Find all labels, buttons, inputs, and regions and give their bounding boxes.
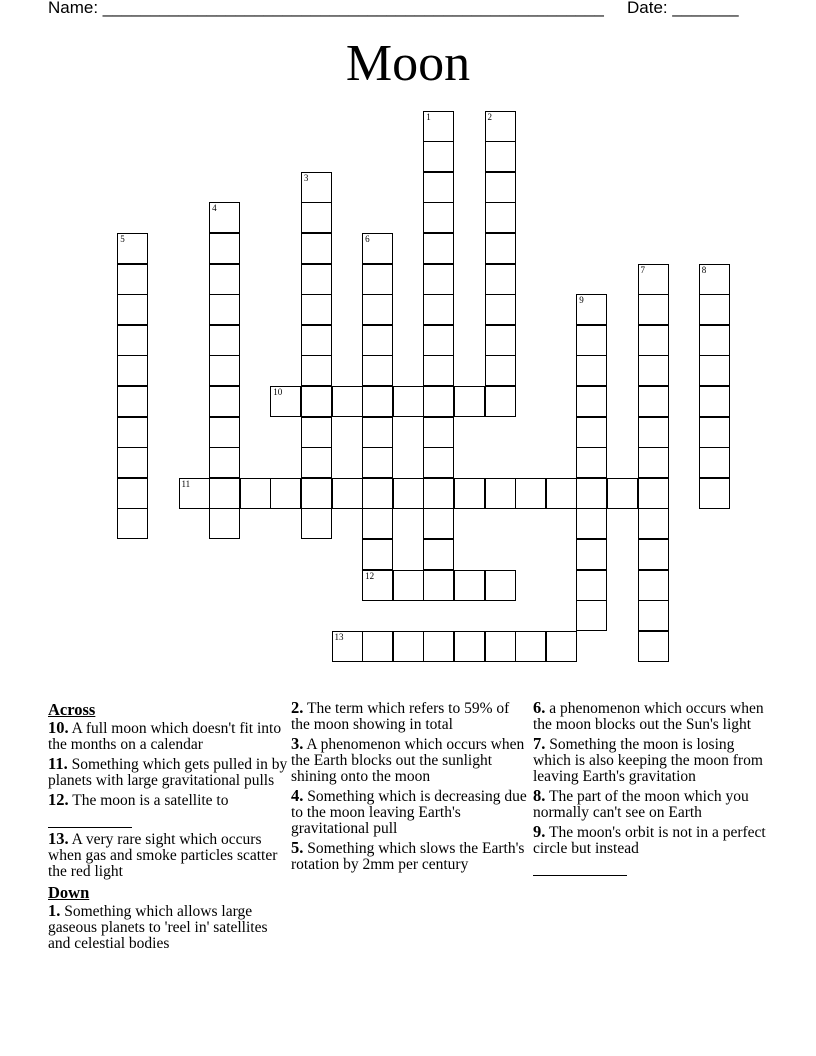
grid-cell[interactable] — [209, 233, 240, 264]
grid-cell[interactable] — [301, 202, 332, 233]
grid-cell[interactable] — [301, 233, 332, 264]
grid-cell[interactable] — [209, 202, 240, 233]
clue-across-12: 12. The moon is a satellite to — [48, 792, 288, 828]
grid-cell[interactable] — [638, 447, 669, 478]
grid-cell[interactable] — [576, 417, 607, 448]
grid-cell[interactable] — [638, 264, 669, 295]
grid-cell[interactable] — [638, 325, 669, 356]
grid-cell[interactable] — [117, 355, 148, 386]
grid-cell[interactable] — [117, 508, 148, 539]
clue-down-7: 7. Something the moon is losing which is also keeping the moon from leaving Earth's gravitation — [533, 734, 763, 785]
grid-cell[interactable] — [638, 539, 669, 570]
grid-cell[interactable] — [362, 570, 393, 601]
grid-cell[interactable] — [270, 386, 301, 417]
grid-cell[interactable] — [209, 386, 240, 417]
grid-cell[interactable] — [209, 417, 240, 448]
grid-cell[interactable] — [485, 141, 516, 172]
grid-cell[interactable] — [362, 478, 393, 509]
clue-column-3 — [533, 700, 773, 879]
grid-cell[interactable] — [638, 294, 669, 325]
clue-number: 5 — [120, 233, 125, 244]
grid-cell[interactable] — [117, 233, 148, 264]
clue-number: 8 — [701, 264, 707, 275]
grid-cell[interactable] — [638, 386, 669, 417]
grid-cell[interactable] — [179, 478, 210, 509]
grid-cell[interactable] — [423, 233, 454, 264]
grid-cell[interactable] — [362, 233, 393, 264]
clue-number: 10 — [273, 386, 283, 397]
grid-cell[interactable] — [576, 325, 607, 356]
clue-across-10: 10. A full moon which doesn't fit into the months on a calendar — [48, 718, 282, 753]
grid-cell[interactable] — [576, 447, 607, 478]
clue-number: 12 — [365, 570, 375, 581]
clue-number: 4 — [212, 203, 217, 214]
grid-cell[interactable] — [423, 264, 454, 295]
grid-cell[interactable] — [485, 631, 516, 662]
clue-number: 6 — [365, 233, 370, 244]
grid-cell[interactable] — [699, 355, 730, 386]
grid-cell[interactable] — [454, 386, 485, 417]
grid-cell[interactable] — [362, 417, 393, 448]
grid-cell[interactable] — [423, 478, 454, 509]
grid-cell[interactable] — [362, 631, 393, 662]
grid-cell[interactable] — [301, 478, 332, 509]
grid-cell[interactable] — [301, 264, 332, 295]
clue-number: 2 — [487, 111, 492, 122]
grid-cell[interactable] — [576, 539, 607, 570]
grid-cell[interactable] — [209, 447, 240, 478]
grid-cell[interactable] — [576, 386, 607, 417]
grid-cell[interactable] — [423, 172, 454, 203]
grid-cell[interactable] — [638, 355, 669, 386]
grid-cell[interactable] — [362, 539, 393, 570]
grid-cell[interactable] — [638, 478, 669, 509]
grid-cell[interactable] — [209, 294, 240, 325]
grid-cell[interactable] — [699, 294, 730, 325]
grid-cell[interactable] — [546, 478, 577, 509]
grid-cell[interactable] — [423, 325, 454, 356]
grid-cell[interactable] — [332, 386, 363, 417]
grid-cell[interactable] — [485, 570, 516, 601]
page-title: Moon — [345, 35, 471, 92]
clue-column-2 — [291, 700, 531, 876]
clue-number: 3 — [303, 172, 309, 183]
grid-cell[interactable] — [423, 447, 454, 478]
grid-cell[interactable] — [699, 386, 730, 417]
grid-cell[interactable] — [362, 294, 393, 325]
grid-cell[interactable] — [485, 202, 516, 233]
grid-cell[interactable] — [638, 508, 669, 539]
grid-cell[interactable] — [423, 202, 454, 233]
grid-cell[interactable] — [576, 600, 607, 631]
grid-cell[interactable] — [699, 417, 730, 448]
grid-cell[interactable] — [485, 264, 516, 295]
clue-number: 11 — [181, 478, 191, 489]
clue-down-2: 2. The term which refers to 59% of the moon showing in total — [291, 698, 510, 733]
clue-down-3: 3. A phenomenon which occurs when the Earth blocks out the sunlight shining onto the moon — [291, 734, 525, 785]
grid-cell[interactable] — [117, 478, 148, 509]
grid-cell[interactable] — [454, 631, 485, 662]
grid-cell[interactable] — [209, 264, 240, 295]
grid-cell[interactable] — [117, 325, 148, 356]
clue-number: 9 — [579, 295, 584, 306]
grid-cell[interactable] — [485, 325, 516, 356]
clue-down-9: 9. The moon's orbit is not in a perfect circle but instead — [533, 824, 773, 876]
grid-cell[interactable] — [362, 508, 393, 539]
across-heading: Across — [48, 700, 96, 719]
clue-down-4: 4. Something which is decreasing due to the moon leaving Earth's gravitational pull — [291, 786, 527, 837]
grid-cell[interactable] — [423, 570, 454, 601]
grid-cell[interactable] — [209, 325, 240, 356]
grid-cell[interactable] — [699, 325, 730, 356]
grid-cell[interactable] — [485, 233, 516, 264]
grid-cell[interactable] — [301, 325, 332, 356]
grid-cell[interactable] — [362, 264, 393, 295]
grid-cell[interactable] — [515, 631, 546, 662]
name-field[interactable]: Name: _____________________________________________________ — [48, 0, 604, 17]
clue-number: 7 — [640, 264, 645, 275]
clue-across-11: 11. Something which gets pulled in by planets with large gravitational pulls — [48, 754, 288, 789]
grid-cell[interactable] — [362, 386, 393, 417]
grid-cell[interactable] — [423, 386, 454, 417]
grid-cell[interactable] — [301, 386, 332, 417]
grid-cell[interactable] — [209, 355, 240, 386]
grid-cell[interactable] — [576, 478, 607, 509]
clue-column-1 — [48, 700, 288, 955]
clue-down-8: 8. The part of the moon which you normally can't see on Earth — [533, 786, 749, 821]
grid-cell[interactable] — [240, 478, 271, 509]
grid-cell[interactable] — [638, 417, 669, 448]
grid-cell[interactable] — [117, 264, 148, 295]
clue-down-5: 5. Something which slows the Earth's rotation by 2mm per century — [291, 838, 525, 873]
grid-cell[interactable] — [576, 294, 607, 325]
grid-cell[interactable] — [301, 355, 332, 386]
grid-cell[interactable] — [485, 355, 516, 386]
grid-cell[interactable] — [362, 325, 393, 356]
grid-cell[interactable] — [423, 417, 454, 448]
grid-cell[interactable] — [332, 631, 363, 662]
grid-cell[interactable] — [423, 294, 454, 325]
grid-cell[interactable] — [699, 447, 730, 478]
grid-cell[interactable] — [393, 631, 424, 662]
grid-cell[interactable] — [699, 264, 730, 295]
grid-cell[interactable] — [301, 447, 332, 478]
grid-cell[interactable] — [117, 417, 148, 448]
grid-cell[interactable] — [576, 355, 607, 386]
grid-cell[interactable] — [638, 631, 669, 662]
grid-cell[interactable] — [332, 478, 363, 509]
grid-cell[interactable] — [117, 447, 148, 478]
grid-cell[interactable] — [485, 386, 516, 417]
grid-cell[interactable] — [301, 417, 332, 448]
grid-cell[interactable] — [209, 508, 240, 539]
grid-cell[interactable] — [301, 172, 332, 203]
down-heading: Down — [48, 883, 90, 902]
grid-cell[interactable] — [454, 478, 485, 509]
grid-cell[interactable] — [485, 172, 516, 203]
grid-cell[interactable] — [117, 386, 148, 417]
grid-cell[interactable] — [485, 111, 516, 142]
grid-cell[interactable] — [117, 294, 148, 325]
grid-cell[interactable] — [485, 478, 516, 509]
grid-cell[interactable] — [607, 478, 638, 509]
grid-cell[interactable] — [576, 570, 607, 601]
grid-cell[interactable] — [699, 478, 730, 509]
grid-cell[interactable] — [423, 355, 454, 386]
grid-cell[interactable] — [270, 478, 301, 509]
grid-cell[interactable] — [393, 570, 424, 601]
grid-cell[interactable] — [362, 355, 393, 386]
clue-down-6: 6. a phenomenon which occurs when the moon blocks out the Sun's light — [533, 698, 764, 733]
grid-cell[interactable] — [209, 478, 240, 509]
grid-cell[interactable] — [515, 478, 546, 509]
grid-cell[interactable] — [638, 600, 669, 631]
grid-cell[interactable] — [393, 478, 424, 509]
date-field[interactable]: Date: _______ — [627, 0, 739, 17]
grid-cell[interactable] — [362, 447, 393, 478]
grid-cell[interactable] — [423, 631, 454, 662]
grid-cell[interactable] — [393, 386, 424, 417]
clue-number: 1 — [426, 111, 431, 122]
answer-blank — [533, 861, 627, 876]
grid-cell[interactable] — [546, 631, 577, 662]
grid-cell[interactable] — [423, 111, 454, 142]
grid-cell[interactable] — [576, 508, 607, 539]
clue-across-13: 13. A very rare sight which occurs when gas and smoke particles scatter the red light — [48, 829, 278, 880]
grid-cell[interactable] — [454, 570, 485, 601]
grid-cell[interactable] — [485, 294, 516, 325]
clue-number: 13 — [334, 631, 344, 642]
grid-cell[interactable] — [301, 508, 332, 539]
grid-cell[interactable] — [423, 539, 454, 570]
answer-blank — [48, 813, 132, 828]
grid-cell[interactable] — [638, 570, 669, 601]
grid-cell[interactable] — [301, 294, 332, 325]
grid-cell[interactable] — [423, 508, 454, 539]
grid-cell[interactable] — [423, 141, 454, 172]
clue-down-1: 1. Something which allows large gaseous planets to 'reel in' satellites and celestial bodies — [48, 901, 268, 952]
